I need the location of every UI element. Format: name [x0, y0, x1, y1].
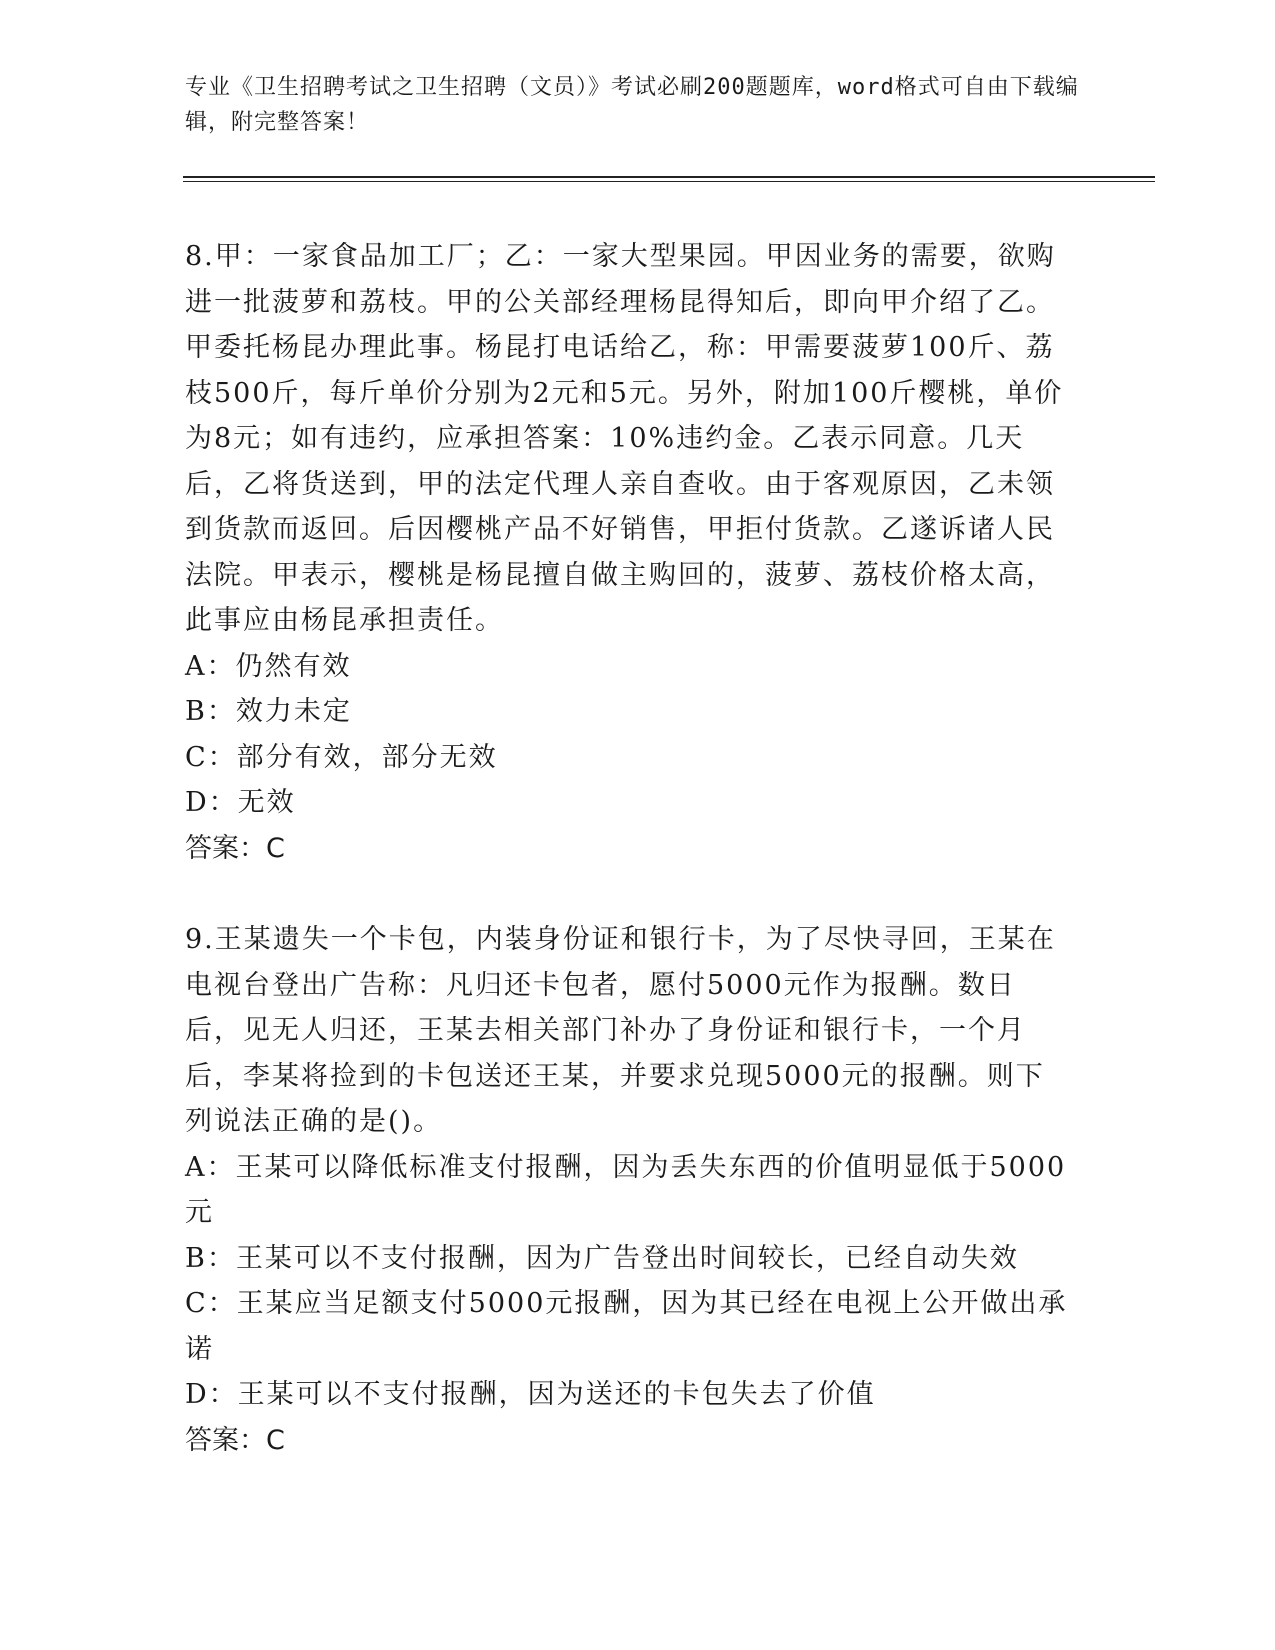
- header-divider-bottom: [183, 181, 1155, 182]
- answer: 答案：C: [185, 1424, 285, 1456]
- option-b: B：王某可以不支付报酬，因为广告登出时间较长，已经自动失效: [185, 1242, 1019, 1274]
- question-8: [185, 234, 1070, 871]
- question-stem: 9.王某遗失一个卡包，内装身份证和银行卡，为了尽快寻回，王某在电视台登出广告称：凡归还卡包者，愿付5000元作为报酬。数日后，见无人归还，王某去相关部门补办了身份证和银行卡，一个月后，李某将捡到的卡包送还王某，并要求兑现5000元的报酬。则下列说法正确的是()。: [185, 924, 1056, 1137]
- option-d: D：王某可以不支付报酬，因为送还的卡包失去了价值: [185, 1379, 876, 1410]
- header-divider-top: [183, 176, 1155, 178]
- option-a: A：仍然有效: [185, 650, 352, 682]
- option-c: C：部分有效，部分无效: [185, 741, 498, 773]
- option-a: A：王某可以降低标准支付报酬，因为丢失东西的价值明显低于5000元: [185, 1151, 1067, 1228]
- option-c: C：王某应当足额支付5000元报酬，因为其已经在电视上公开做出承诺: [185, 1288, 1068, 1365]
- answer: 答案：C: [185, 832, 285, 864]
- question-stem: 8.甲：一家食品加工厂；乙：一家大型果园。甲因业务的需要，欲购进一批菠萝和荔枝。甲的公关部经理杨昆得知后，即向甲介绍了乙。甲委托杨昆办理此事。杨昆打电话给乙，称：甲需要菠萝100斤、荔枝500斤，每斤单价分别为2元和5元。另外，附加100斤樱桃，单价为8元；如有违约，应承担答案：10%违约金。乙表示同意。几天后，乙将货送到，甲的法定代理人亲自查收。由于客观原因，乙未领到货款而返回。后因樱桃产品不好销售，甲拒付货款。乙遂诉诸人民法院。甲表示，樱桃是杨昆擅自做主购回的，菠萝、荔枝价格太高，此事应由杨昆承担责任。: [185, 241, 1064, 636]
- option-b: B：效力未定: [185, 696, 352, 727]
- question-9: [185, 917, 1070, 1463]
- document-header: 专业《卫生招聘考试之卫生招聘（文员）》考试必刷200题题库，word格式可自由下载编辑，附完整答案！: [185, 75, 1079, 135]
- option-d: D：无效: [185, 787, 296, 818]
